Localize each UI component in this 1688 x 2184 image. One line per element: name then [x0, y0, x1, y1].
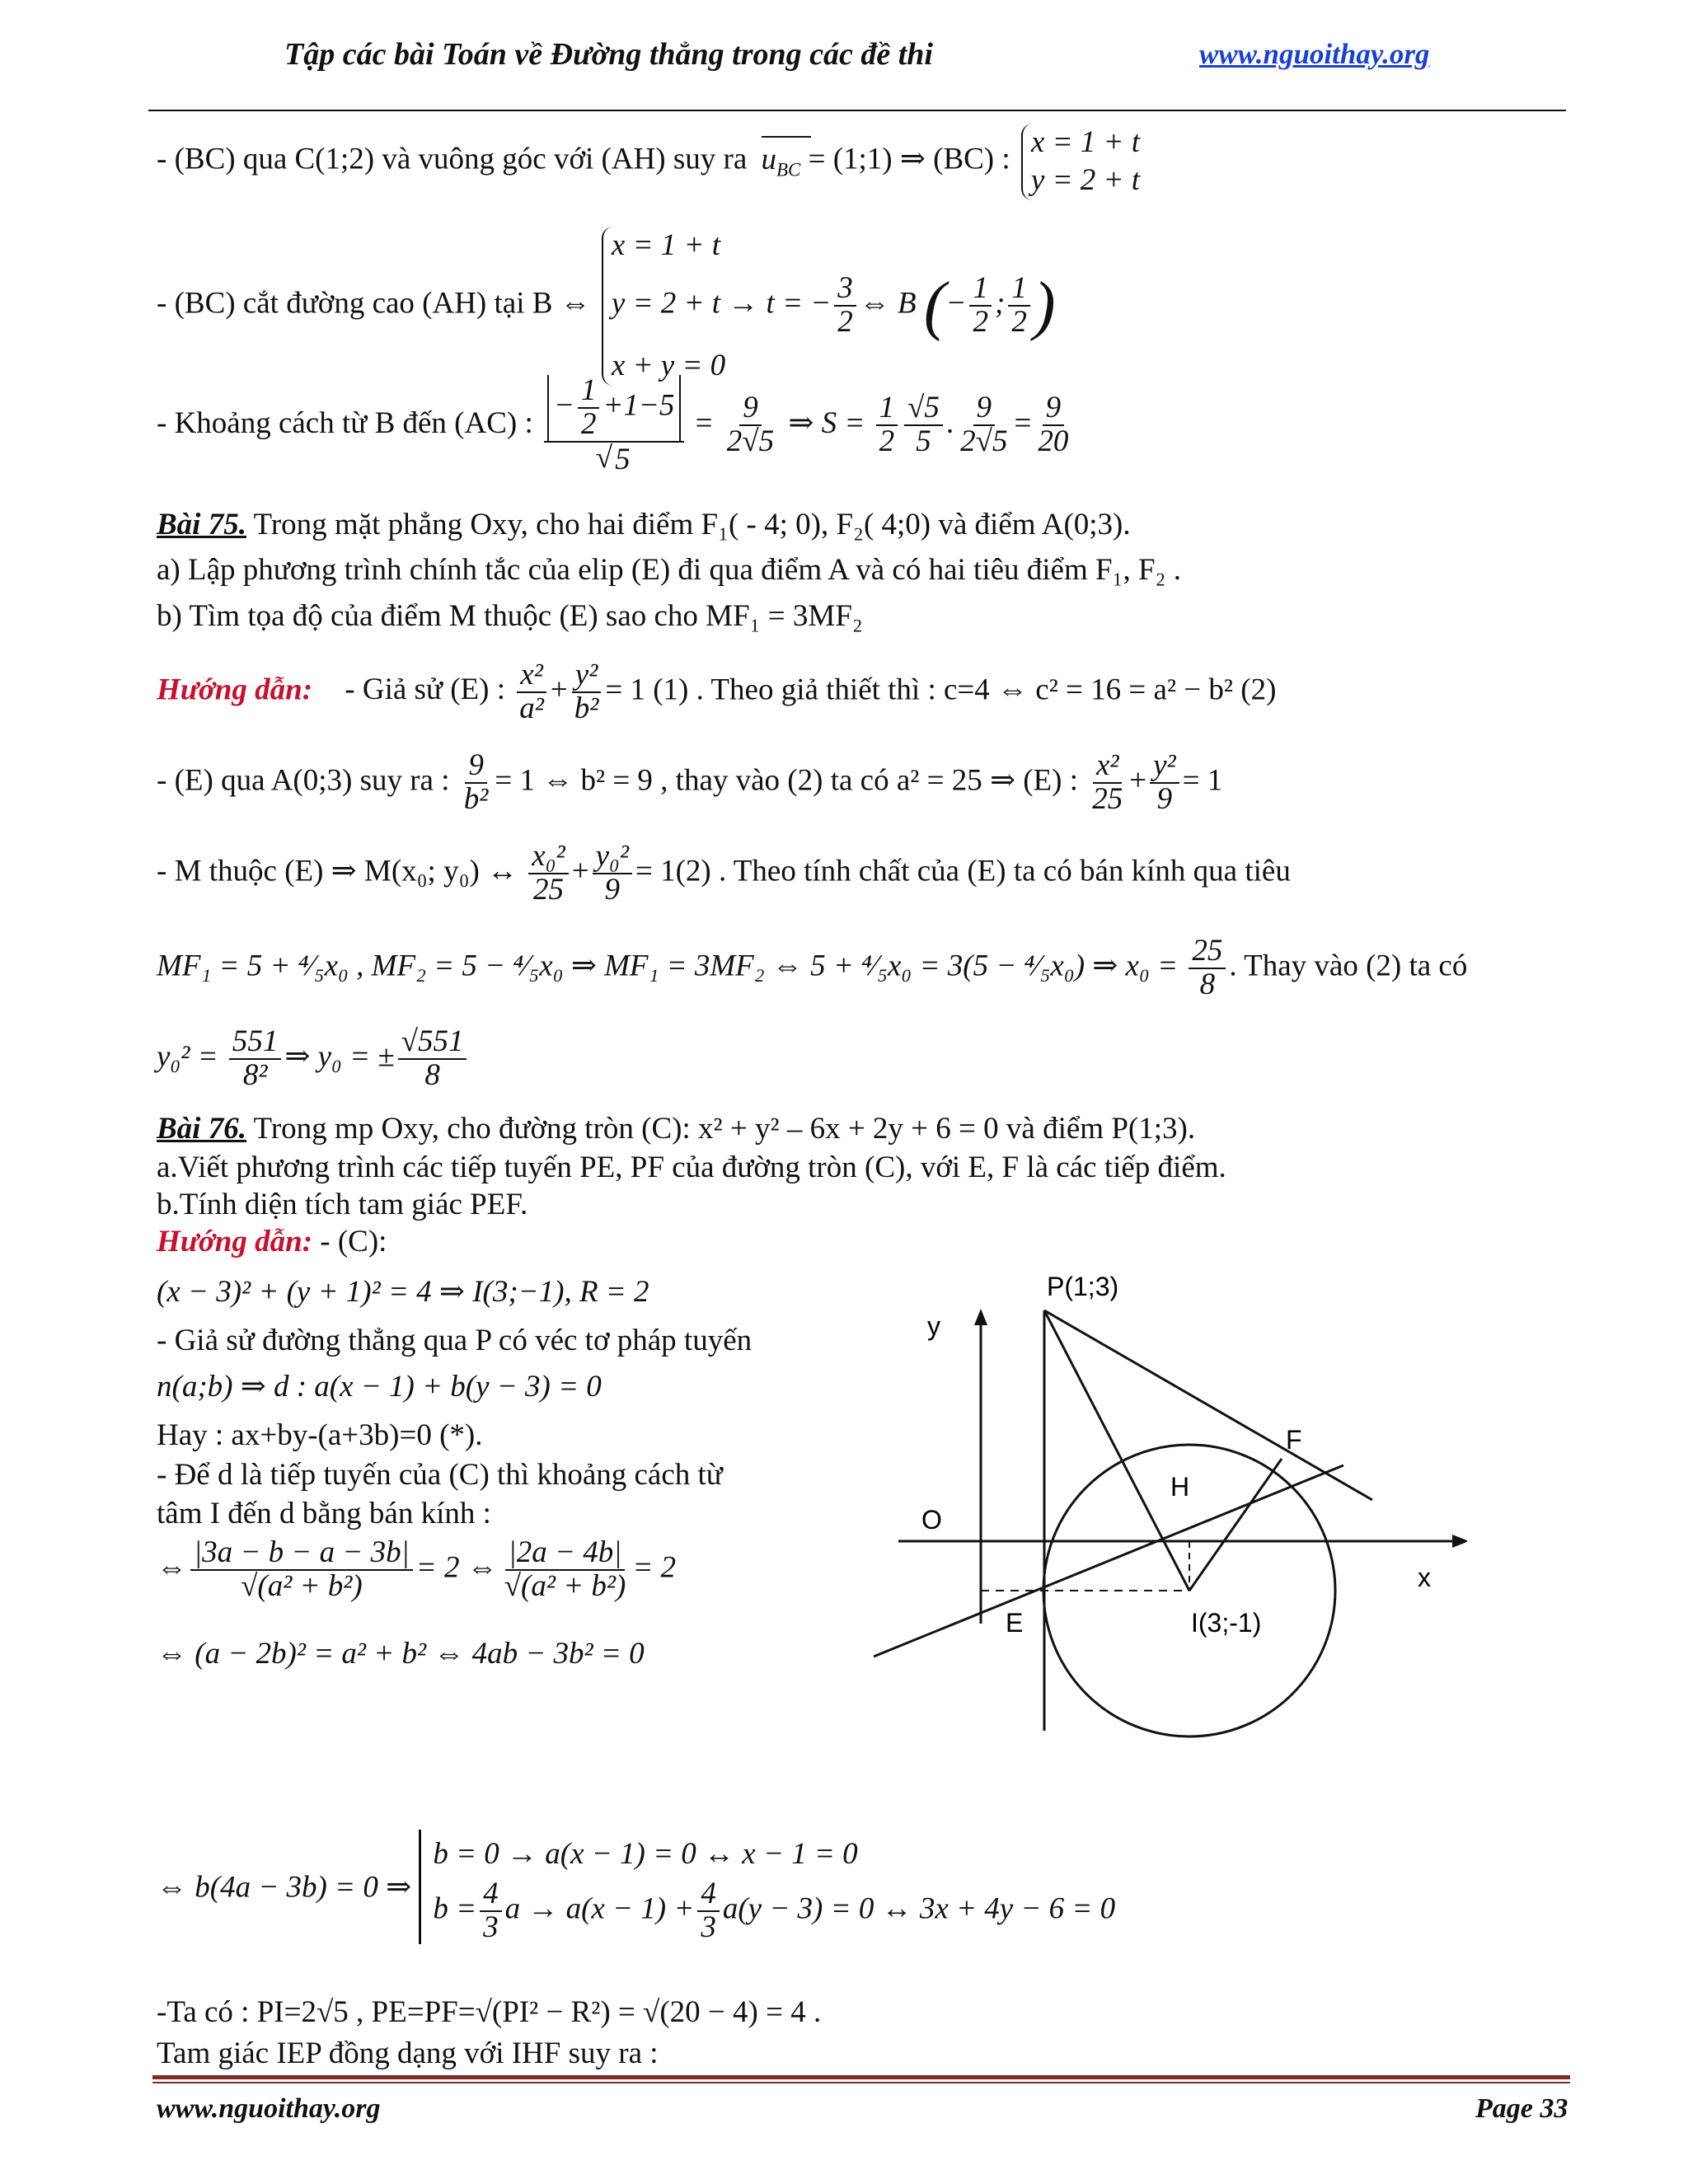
geometry-figure — [874, 1261, 1467, 1755]
header-rule — [148, 110, 1566, 111]
bai75-hd5: y₀² = $\frac{551}{\text{8²}}$ ⇒ y₀ = ± $\frac{√551}{8}$ — [157, 1026, 470, 1092]
bc-cut-text: - (BC) cắt đường cao (AH) tại B ⇔ — [157, 286, 591, 321]
bc-pass-text: - (BC) qua C(1;2) và vuông góc với (AH) suy ra — [157, 142, 748, 176]
bai76-l8: ⇔ (a − 2b)² = a² + b² ⇔ 4ab − 3b² = 0 — [157, 1637, 645, 1671]
bai76-part-b: b.Tính diện tích tam giác PEF. — [157, 1188, 528, 1221]
label-p: P(1;3) — [1047, 1272, 1119, 1301]
label-o: O — [921, 1505, 942, 1535]
distance-text: - Khoảng cách từ B đến (AC) : — [157, 405, 533, 440]
bai76-l7: ⇔ $\frac{|3a - b - a - 3b|}{\text{√(a² + b²)}}$ = 2 ⇔ $\frac{|2a - 4b|}{\text{√(a² + b²)}}$ = 2 — [157, 1535, 677, 1603]
bai76-label: Bài 76. — [157, 1112, 246, 1146]
distance-b-ac: - Khoảng cách từ B đến (AC) : − $\frac{1}{2}$ +1−5 √5 = $\frac{9}{2√5}$ ⇒ S = $\frac{1}{2}$ $\frac{√5}{5}$ . $\frac{9}{2√5}$ = $\frac{9}{20}$ — [157, 373, 1069, 476]
bai75-hint-label: Hướng dẫn: — [157, 673, 313, 707]
bc-through-c — [157, 124, 1140, 200]
segment-if — [1189, 1459, 1282, 1591]
bc-vector-value: = (1;1) ⇒ (BC) : — [808, 142, 1010, 176]
bai76-part-a: a.Viết phương trình các tiếp tuyến PE, PF của đường tròn (C), với E, F là các tiếp điểm. — [157, 1151, 1226, 1184]
footer-page-number: Page 33 — [1475, 2093, 1568, 2124]
bai76-circle-eq: (x − 3)² + (y + 1)² = 4 ⇒ I(3;−1), R = 2 — [157, 1275, 649, 1309]
bai75-text: Trong mặt phẳng Oxy, cho hai điểm F₁( - 4; 0), F₂( 4;0) và điểm A(0;3). — [246, 508, 1131, 541]
bai76-l2: - Giả sử đường thẳng qua P có véc tơ pháp tuyến — [157, 1324, 753, 1357]
bai75-heading — [157, 507, 1131, 542]
bai76-l5: - Để d là tiếp tuyến của (C) thì khoảng cách từ — [157, 1458, 723, 1492]
bai75-hd2: - (E) qua A(0;3) suy ra : $\frac{9}{\text{b²}}$ = 1 ⇔ b² = 9 , thay vào (2) ta có a² = 25 ⇒ (E) : $\frac{\text{x²}}{25}$ + $\frac{\text{y²}}{9}$ = 1 — [157, 748, 1223, 816]
bai76-l6: tâm I đến d bằng bán kính : — [157, 1497, 491, 1530]
label-x: x — [1418, 1563, 1431, 1592]
label-i: I(3;-1) — [1191, 1608, 1262, 1638]
bai76-l4: Hay : ax+by-(a+3b)=0 (*). — [157, 1418, 483, 1452]
bai75-label: Bài 75. — [157, 508, 246, 541]
bai76-heading — [157, 1111, 1195, 1146]
bai75-hd1: Hướng dẫn: - Giả sử (E) : $\frac{\text{x²}}{\text{a²}}$ + $\frac{\text{y²}}{\text{b²}}$ = 1 (1) . Theo giả thiết thì : c=4 ⇔ c² = 16 = a² − b² (2) — [157, 658, 1277, 725]
label-f: F — [1286, 1425, 1302, 1455]
bc-system: x = 1 + t y = 2 + t — [1021, 124, 1140, 200]
bai75-part-a: a) Lập phương trình chính tắc của elip (E) đi qua điểm A và có hai tiêu điểm F₁, F₂ . — [157, 553, 1181, 587]
header-site-link[interactable]: www.nguoithay.org — [1199, 38, 1430, 70]
label-y: y — [927, 1311, 940, 1341]
bai75-hd3: - M thuộc (E) ⇒ M(x₀; y₀) ↔ $\frac{\text{x₀²}}{25}$ + $\frac{\text{y₀²}}{9}$ = 1(2) . Theo tính chất của (E) ta có bán kính qua tiêu — [157, 839, 1291, 907]
distance-fraction: − $\frac{1}{2}$ +1−5 √5 — [544, 375, 684, 476]
header-title: Tập các bài Toán về Đường thẳng trong các đề thi — [284, 37, 933, 72]
bai75-hd4: MF₁ = 5 + ⁴⁄₅x₀ , MF₂ = 5 − ⁴⁄₅x₀ ⇒ MF₁ = 3MF₂ ⇔ 5 + ⁴⁄₅x₀ = 3(5 − ⁴⁄₅x₀) ⇒ x₀ = $\frac{25}{8}$ . Thay vào (2) ta có — [157, 934, 1468, 1001]
bai76-text: Trong mp Oxy, cho đường tròn (C): x² + y² – 6x + 2y + 6 = 0 và điểm P(1;3). — [246, 1112, 1196, 1146]
footer-rule-thin — [152, 2082, 1570, 2083]
cut-system: x = 1 + t y = 2 + t → t = − $\frac{3}{2}$ ⇔ B (− $\frac{1}{2}$ ; $\frac{1}{2}$ ) x + y = 0 — [602, 227, 1056, 386]
bai76-l10: -Ta có : PI=2√5 , PE=PF=√(PI² − R²) = √(20 − 4) = 4 . — [157, 1995, 822, 2029]
bc-cut-ah — [157, 227, 1055, 386]
y-axis-arrow — [974, 1309, 987, 1325]
bai76-l3: n(a;b) ⇒ d : a(x − 1) + b(y − 3) = 0 — [157, 1370, 602, 1404]
bai76-hint: Hướng dẫn: - (C): — [157, 1225, 387, 1258]
label-h: H — [1170, 1472, 1190, 1502]
bai76-hint-label: Hướng dẫn: — [157, 1225, 313, 1258]
bc-vector: $u_{BC}$ — [762, 143, 801, 176]
footer-rule-thick — [152, 2075, 1570, 2079]
footer-site[interactable]: www.nguoithay.org — [157, 2093, 381, 2124]
x-axis-arrow — [1452, 1535, 1467, 1548]
bai76-l11: Tam giác IEP đồng dạng với IHF suy ra : — [157, 2036, 659, 2070]
label-e: E — [1006, 1608, 1024, 1638]
bai76-l9: ⇔ b(4a − 3b) = 0 ⇒ b = 0 → a(x − 1) = 0 ↔ x − 1 = 0 b = $\frac{4}{3}$ a → a(x − 1) + $\frac{4}{3}$ a(y − 3) = 0 ↔ 3x + 4y − 6 = 0 — [157, 1830, 1115, 1944]
bai75-part-b: b) Tìm tọa độ của điểm M thuộc (E) sao cho MF₁ = 3MF₂ — [157, 599, 863, 633]
line-ef — [874, 1465, 1343, 1657]
